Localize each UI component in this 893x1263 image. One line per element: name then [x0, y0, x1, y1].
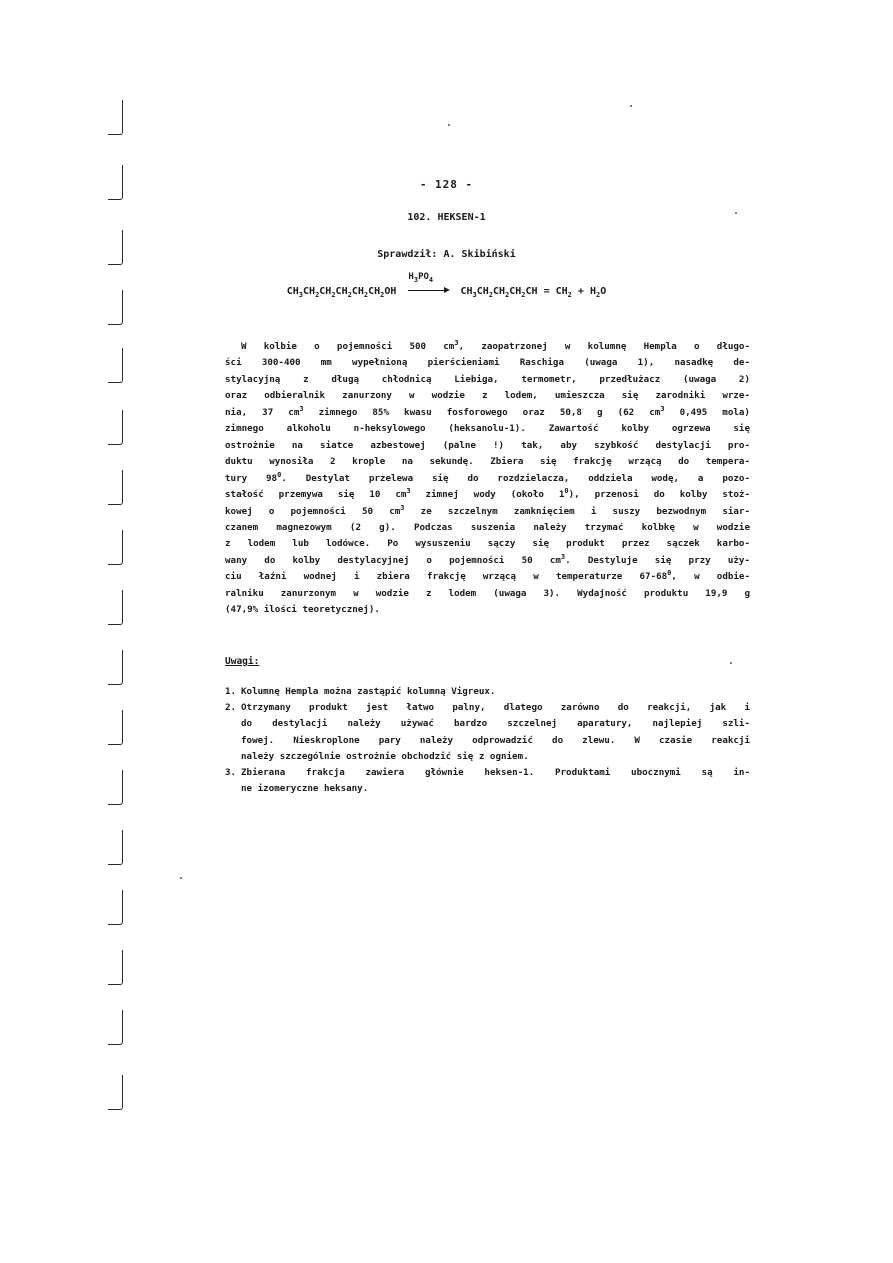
procedure-line: ostrożnie na siatce azbestowej (palne !) tak, aby szybkość destylacji pro- [225, 439, 750, 451]
note-line: do destylacji należy używać bardzo szczelnej aparatury, najlepiej szli- [241, 718, 750, 730]
margin-mark [108, 1010, 123, 1045]
margin-mark [108, 650, 123, 685]
margin-mark [108, 100, 123, 135]
procedure-line: stylacyjną z długą chłodnicą Liebiga, termometr, przedłużacz (uwaga 2) [225, 373, 750, 385]
reaction-equation [0, 272, 893, 299]
procedure-line: kowej o pojemności 50 $cm^3$ ze szczelnym zamknięciem i suszy bezwodnym siar- [225, 503, 750, 517]
margin-mark [108, 530, 123, 565]
procedure-line: (47,9% ilości teoretycznej). [225, 604, 380, 616]
procedure-line: duktu wynosiła 2 krople na sekundę. Zbiera się frakcję wrzącą do tempera- [225, 456, 750, 468]
procedure-line: ciu łaźni wodnej i zbiera frakcję wrzącą w temperaturze $67-68^0$, w odbie- [225, 569, 750, 583]
note-item [225, 765, 750, 797]
page-number: - 128 - [419, 178, 474, 191]
section-heading: 102. HEKSEN-1 [407, 212, 486, 223]
scan-speck [448, 124, 450, 126]
notes-title: Uwagi: [225, 656, 260, 667]
note-line: ne izomeryczne heksany. [241, 783, 369, 795]
checked-by-line: Sprawdził: A. Skibiński [377, 249, 516, 260]
procedure-line: z lodem lub lodówce. Po wysuszeniu sączy się produkt przez sączek karbo- [225, 538, 750, 550]
margin-mark [108, 770, 123, 805]
product-formula: $CH_3CH_2CH_2CH_2CH = CH_2 + H_2O$ [460, 286, 607, 299]
procedure-line: tury $98^0$. Destylat przelewa się do rozdzielacza, oddziela wodę, a pozo- [225, 470, 750, 484]
procedure-line: nia, 37 $cm^3$ zimnego 85% kwasu fosforowego oraz 50,8 g (62 $cm^3$ 0,495 mola) [225, 404, 750, 418]
margin-mark [108, 590, 123, 625]
procedure-line: oraz odbieralnik zanurzony w wodzie z lodem, umieszcza się zarodniki wrze- [225, 390, 750, 402]
margin-mark [108, 950, 123, 985]
scan-speck [630, 105, 632, 107]
procedure-line: zimnego alkoholu n-heksylowego (heksanolu-1). Zawartość kolby ogrzewa się [225, 423, 750, 435]
binding-margin-marks [108, 90, 138, 1130]
note-line: fowej. Nieskroplone pary należy odprowadzić do zlewu. W czasie reakcji [241, 734, 750, 746]
scan-speck [180, 877, 182, 879]
margin-mark [108, 890, 123, 925]
procedure-line: ści 300-400 mm wypełnioną pierścieniami Raschiga (uwaga 1), nasadkę de- [225, 357, 750, 369]
margin-mark [108, 348, 123, 383]
note-line: Zbierana frakcja zawiera głównie heksen-1. Produktami ubocznymi są in- [241, 767, 750, 779]
note-item [225, 700, 750, 765]
procedure-line: wany do kolby destylacyjnej o pojemności 50 $cm^3$. Destyluje się przy uży- [225, 552, 750, 566]
reaction-arrow [406, 272, 450, 297]
note-line: należy szczególnie ostrożnie obchodzić się z ogniem. [241, 750, 529, 762]
note-number: 2. [225, 702, 237, 714]
arrow-icon [408, 290, 448, 291]
procedure-line: ralniku zanurzonym w wodzie z lodem (uwaga 3). Wydajność produktu 19,9 g [225, 587, 750, 599]
note-item [225, 684, 750, 700]
reactant-formula: $CH_3CH_2CH_2CH_2CH_2CH_2OH$ [286, 286, 397, 299]
margin-mark [108, 410, 123, 445]
procedure-paragraph [225, 339, 750, 619]
note-number: 1. [225, 686, 237, 697]
note-number: 3. [225, 767, 237, 779]
margin-mark [108, 470, 123, 505]
procedure-line: czanem magnezowym (2 g). Podczas suszenia należy trzymać kolbkę w wodzie [225, 521, 750, 533]
margin-mark [108, 1075, 123, 1110]
note-line: Kolumnę Hempla można zastąpić kolumną Vigreux. [241, 686, 496, 697]
note-line: Otrzymany produkt jest łatwo palny, dlatego zarówno do reakcji, jak i [241, 702, 750, 714]
margin-mark [108, 710, 123, 745]
notes-list [225, 684, 750, 797]
scan-speck [730, 662, 732, 664]
catalyst-label: $H_3PO_4$ [408, 272, 434, 284]
margin-mark [108, 830, 123, 865]
procedure-line: W kolbie o pojemności 500 $cm^3$, zaopatrzonej w kolumnę Hempla o długo- [241, 338, 750, 352]
procedure-line: stałość przemywa się 10 $cm^3$ zimnej wody (około $1^0$), przenosi do kolby stoż- [225, 487, 750, 501]
